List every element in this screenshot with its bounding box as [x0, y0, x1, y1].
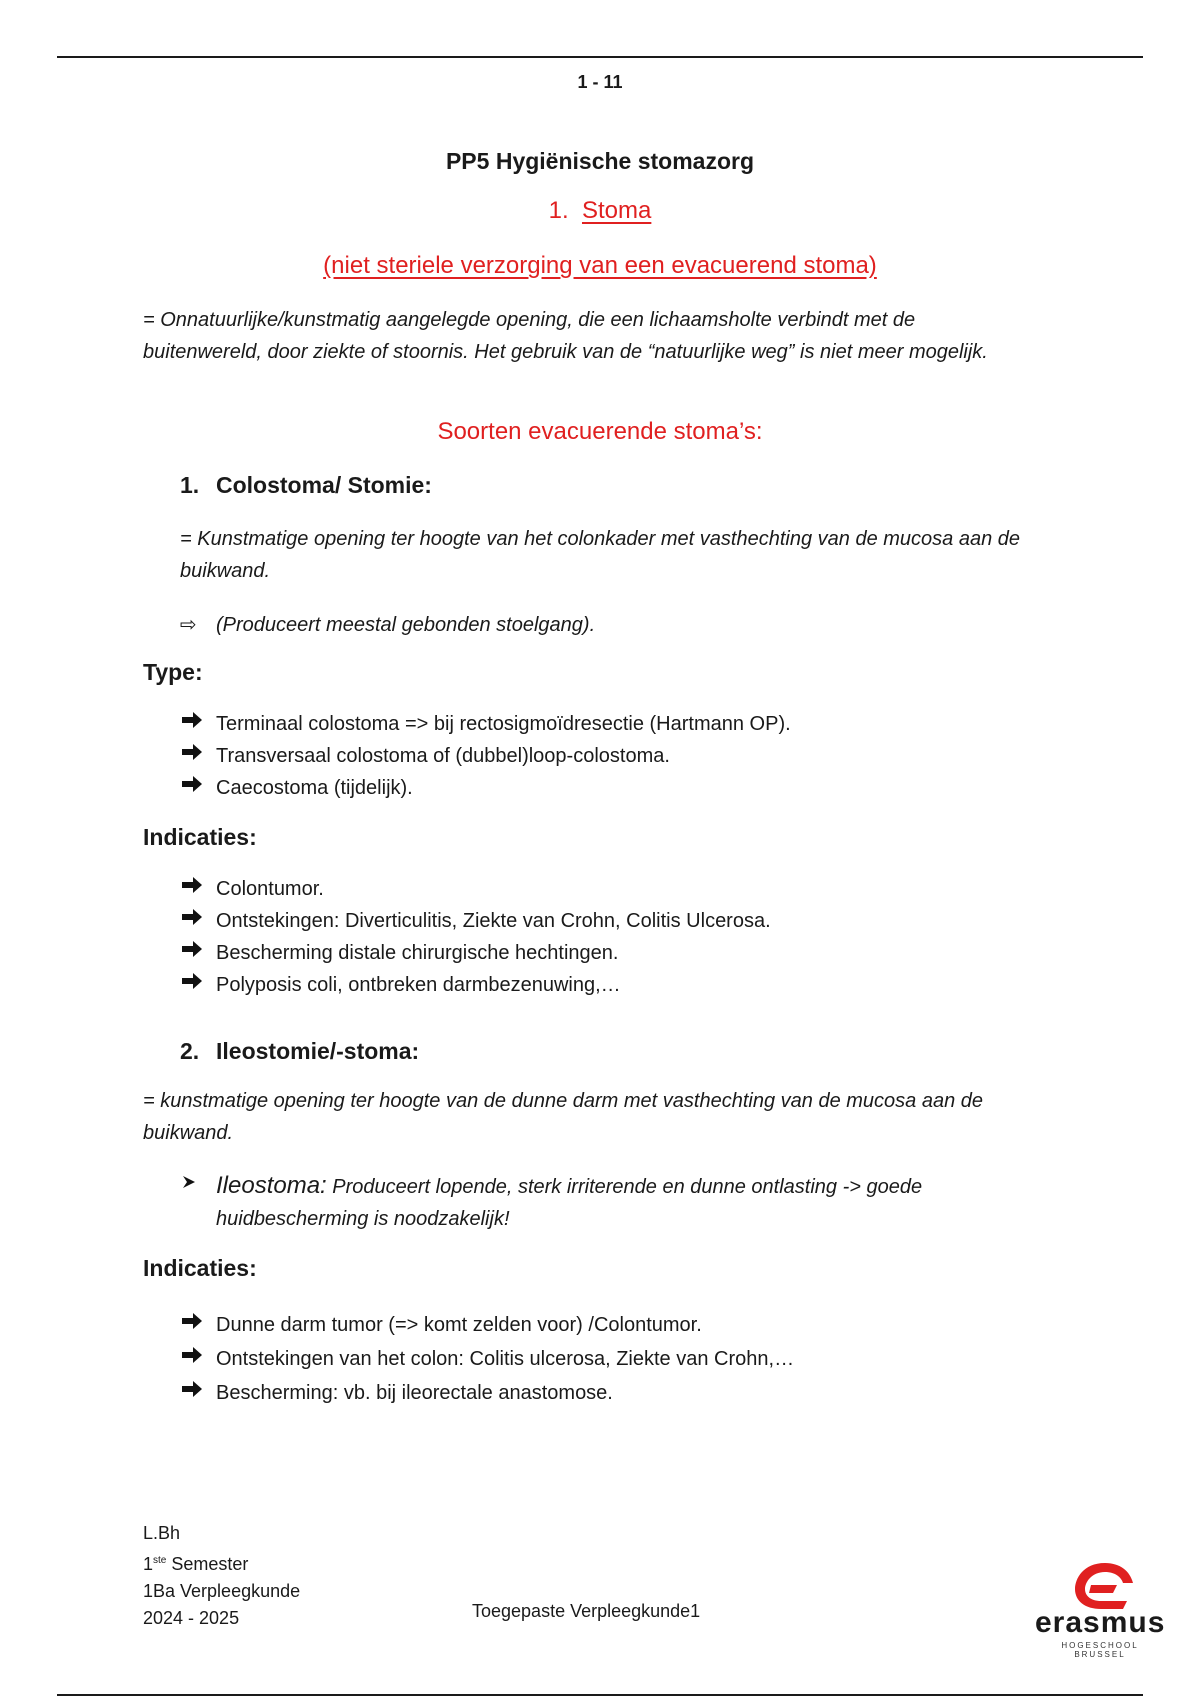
bold-arrow-icon: [180, 937, 208, 969]
colostoma-definition: = Kunstmatige opening ter hoogte van het colonkader met vasthechting van de mucosa aan de buikwand.: [180, 528, 1020, 582]
bold-arrow-icon: [180, 772, 208, 804]
ileostoma-bullet-text: Produceert lopende, sterk irriterende en dunne ontlasting -> goede huidbescherming is noodzakelijk!: [216, 1176, 923, 1230]
subtitle: [0, 252, 1200, 280]
list-item: Polyposis coli, ontbreken darmbezenuwing,…: [180, 969, 771, 1001]
footer-rule: [57, 1694, 1143, 1696]
section-number: 1.: [548, 197, 569, 224]
footer-course: Toegepaste Verpleegkunde1: [472, 1601, 701, 1621]
colostoma-note-text: (Produceert meestal gebonden stoelgang).: [216, 614, 596, 636]
type-list: [180, 708, 791, 804]
bold-arrow-icon: [180, 1342, 208, 1376]
ileostoma-definition: = kunstmatige opening ter hoogte van de dunne darm met vasthechting van de mucosa aan de buikwand.: [143, 1090, 983, 1144]
page-title: PP5 Hygiënische stomazorg: [445, 148, 755, 174]
header-rule: [57, 56, 1143, 58]
list-item: Bescherming: vb. bij ileorectale anastomose.: [180, 1376, 794, 1410]
section-heading-stoma: [0, 197, 1200, 225]
bold-arrow-icon: [180, 740, 208, 772]
footer-program: 1Ba Verpleegkunde: [143, 1581, 301, 1601]
ileostoma-title: Ileostomie/-stoma:: [216, 1038, 420, 1064]
triangle-arrow-icon: [180, 1170, 198, 1202]
list-item: Colontumor.: [180, 873, 771, 905]
colostoma-indications-list: [180, 873, 771, 1001]
ileostoma-heading: [180, 1038, 419, 1065]
subtitle-text: (niet steriele verzorging van een evacuerend stoma): [323, 252, 877, 279]
logo-subtitle: HOGESCHOOL BRUSSEL: [1061, 1641, 1139, 1659]
bold-arrow-icon: [180, 905, 208, 937]
ileostoma-indications-heading: Indicaties:: [143, 1255, 257, 1281]
ileostoma-term: Ileostoma:: [216, 1172, 327, 1199]
type-heading: Type:: [143, 659, 203, 685]
colostoma-number: 1.: [180, 472, 200, 498]
ileostoma-indications-list: [180, 1308, 794, 1410]
bold-arrow-icon: [180, 1376, 208, 1410]
list-item: Terminaal colostoma => bij rectosigmoïdresectie (Hartmann OP).: [180, 708, 791, 740]
footer-semester: 1ste Semester: [143, 1554, 249, 1574]
list-item: Ontstekingen van het colon: Colitis ulcerosa, Ziekte van Crohn,…: [180, 1342, 794, 1376]
colostoma-note: [180, 612, 595, 637]
list-item: Bescherming distale chirurgische hechtingen.: [180, 937, 771, 969]
bold-arrow-icon: [180, 708, 208, 740]
colostoma-title: Colostoma/ Stomie:: [216, 472, 432, 498]
colostoma-heading: [180, 472, 432, 499]
list-item: Ontstekingen: Diverticulitis, Ziekte van Crohn, Colitis Ulcerosa.: [180, 905, 771, 937]
stoma-definition: = Onnatuurlijke/kunstmatig aangelegde opening, die een lichaamsholte verbindt met de buitenwereld, door ziekte of stoornis. Het gebruik van de “natuurlijke weg” is niet meer mogelijk.: [143, 309, 988, 363]
footer-year: 2024 - 2025: [143, 1608, 240, 1628]
ileostoma-number: 2.: [180, 1038, 200, 1064]
footer-info: [143, 1520, 300, 1632]
list-item: Dunne darm tumor (=> komt zelden voor) /Colontumor.: [180, 1308, 794, 1342]
section-label: Stoma: [581, 197, 652, 224]
bold-arrow-icon: [180, 969, 208, 1001]
logo-wordmark: erasmus: [1035, 1606, 1166, 1639]
ileostoma-bullet: [180, 1170, 1040, 1235]
list-item: Caecostoma (tijdelijk).: [180, 772, 791, 804]
bold-arrow-icon: [180, 873, 208, 905]
colostoma-indications-heading: Indicaties:: [143, 824, 257, 850]
footer-author: L.Bh: [143, 1523, 181, 1543]
bold-arrow-icon: [180, 1308, 208, 1342]
list-item: Transversaal colostoma of (dubbel)loop-colostoma.: [180, 740, 791, 772]
hollow-arrow-icon: ⇨: [180, 614, 197, 636]
types-heading: Soorten evacuerende stoma’s:: [437, 418, 763, 445]
page-number: 1 - 11: [577, 72, 623, 92]
